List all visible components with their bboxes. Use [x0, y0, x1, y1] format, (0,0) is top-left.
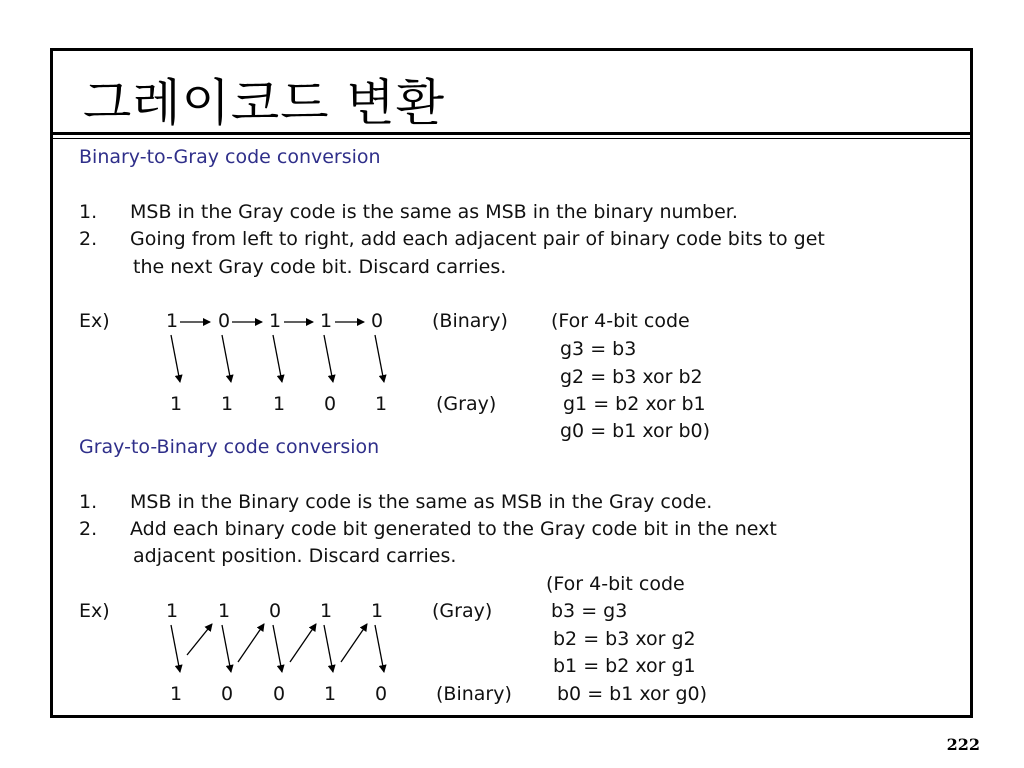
- g2b-down-arrow: [324, 625, 333, 672]
- g2b-formula: b1 = b2 xor g1: [553, 655, 696, 677]
- b2g-input-bit: 1: [319, 310, 333, 332]
- g2b-down-arrow: [273, 625, 282, 672]
- g2b-step1: MSB in the Binary code is the same as MSB in the Gray code.: [130, 491, 713, 513]
- g2b-formula: b0 = b1 xor g0): [557, 683, 708, 705]
- g2b-output-bit: 0: [272, 683, 286, 705]
- b2g-down-arrow: [324, 335, 333, 382]
- b2g-input-bit: 1: [165, 310, 179, 332]
- g2b-input-bit: 1: [370, 600, 384, 622]
- b2g-step2-line1: Going from left to right, add each adjacent pair of binary code bits to get: [130, 228, 825, 250]
- b2g-output-bit: 1: [374, 393, 388, 415]
- b2g-down-arrow: [375, 335, 384, 382]
- b2g-down-arrow: [171, 335, 180, 382]
- g2b-feedback-arrow: [238, 624, 264, 662]
- g2b-input-bit: 0: [268, 600, 282, 622]
- g2b-formula: b3 = g3: [551, 600, 628, 622]
- g2b-example-label: Ex): [79, 600, 110, 622]
- b2g-formula: g0 = b1 xor b0): [560, 420, 711, 442]
- page-number: 222: [946, 735, 980, 754]
- b2g-input-bit: 0: [217, 310, 231, 332]
- b2g-down-arrow: [273, 335, 282, 382]
- g2b-feedback-arrow: [290, 624, 316, 662]
- g2b-formula: b2 = b3 xor g2: [553, 628, 696, 650]
- g2b-output-bit: 1: [169, 683, 183, 705]
- b2g-step1-num: 1.: [79, 201, 98, 223]
- g2b-output-bit: 0: [374, 683, 388, 705]
- g2b-step2-line2: adjacent position. Discard carries.: [133, 545, 457, 567]
- g2b-input-bit: 1: [319, 600, 333, 622]
- b2g-step2-line2: the next Gray code bit. Discard carries.: [133, 256, 507, 278]
- b2g-formula: g1 = b2 xor b1: [563, 393, 706, 415]
- slide-title: 그레이코드 변환: [83, 74, 445, 132]
- b2g-step2-num: 2.: [79, 228, 98, 250]
- g2b-down-arrow: [222, 625, 231, 672]
- b2g-output-bit: 1: [169, 393, 183, 415]
- g2b-output-label: (Binary): [436, 683, 512, 705]
- b2g-down-arrow: [222, 335, 231, 382]
- g2b-down-arrow: [171, 625, 180, 672]
- b2g-input-bit: 0: [370, 310, 384, 332]
- g2b-formula: (For 4-bit code: [546, 573, 685, 595]
- b2g-output-bit: 0: [323, 393, 337, 415]
- g2b-feedback-arrow: [187, 624, 212, 655]
- g2b-input-bit: 1: [165, 600, 179, 622]
- b2g-formula: g2 = b3 xor b2: [560, 366, 703, 388]
- b2g-formula: (For 4-bit code: [551, 310, 690, 332]
- b2g-output-bit: 1: [220, 393, 234, 415]
- g2b-down-arrow: [375, 625, 384, 672]
- g2b-input-bit: 1: [217, 600, 231, 622]
- b2g-formula: g3 = b3: [560, 338, 637, 360]
- b2g-input-label: (Binary): [432, 310, 508, 332]
- g2b-step1-num: 1.: [79, 491, 98, 513]
- b2g-heading: Binary-to-Gray code conversion: [79, 146, 381, 168]
- g2b-step2-line1: Add each binary code bit generated to the Gray code bit in the next: [130, 518, 777, 540]
- g2b-input-label: (Gray): [432, 600, 493, 622]
- g2b-output-bit: 0: [220, 683, 234, 705]
- b2g-output-bit: 1: [272, 393, 286, 415]
- b2g-step1: MSB in the Gray code is the same as MSB in the binary number.: [130, 201, 738, 223]
- g2b-output-bit: 1: [323, 683, 337, 705]
- g2b-heading: Gray-to-Binary code conversion: [79, 436, 380, 458]
- g2b-feedback-arrow: [341, 624, 367, 662]
- b2g-output-label: (Gray): [436, 393, 497, 415]
- b2g-example-label: Ex): [79, 310, 110, 332]
- g2b-step2-num: 2.: [79, 518, 98, 540]
- b2g-input-bit: 1: [268, 310, 282, 332]
